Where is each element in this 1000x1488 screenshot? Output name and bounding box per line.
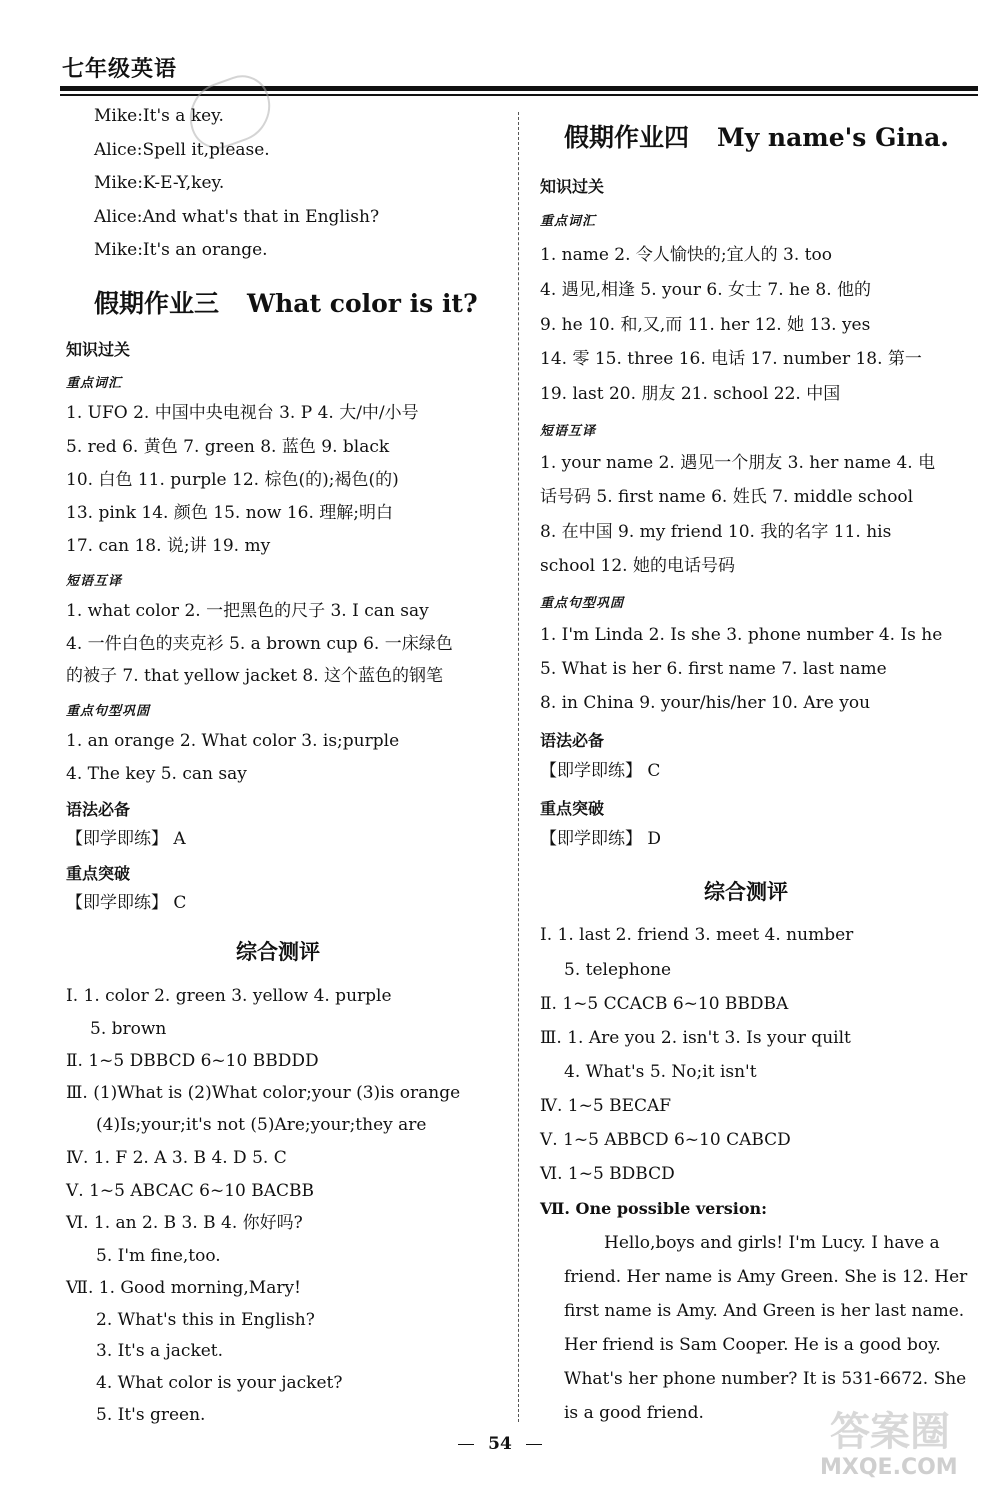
vocab-line: 1. UFO 2. 中国中央电视台 3. P 4. 大/中/小号 [66, 403, 419, 423]
test-line: Ⅶ. 1. Good morning,Mary! [66, 1278, 301, 1298]
subheading-phrases: 短语互译 [540, 424, 597, 439]
vocab-line: 5. red 6. 黄色 7. green 8. 蓝色 9. black [66, 437, 390, 457]
essay-line: is a good friend. [564, 1403, 704, 1423]
section-title-cn: 假期作业四 [564, 123, 690, 152]
phrase-line: 1. your name 2. 遇见一个朋友 3. her name 4. 电 [540, 453, 936, 473]
watermark-logo: 答案圈 [830, 1409, 950, 1455]
phrase-line: 1. what color 2. 一把黑色的尺子 3. I can say [66, 601, 429, 621]
vocab-line: 13. pink 14. 颜色 15. now 16. 理解;明白 [66, 503, 394, 523]
sentence-line: 4. The key 5. can say [66, 764, 247, 784]
subheading-knowledge: 知识过关 [540, 177, 605, 196]
essay-line: Hello,boys and girls! I'm Lucy. I have a [604, 1233, 940, 1253]
dialogue-line: Alice:And what's that in English? [94, 207, 380, 227]
essay-line: Her friend is Sam Cooper. He is a good boy. [564, 1335, 941, 1355]
vocab-line: 10. 白色 11. purple 12. 棕色(的);褐色(的) [66, 470, 399, 490]
subheading-vocab: 重点词汇 [540, 214, 597, 229]
test-line: 5. telephone [564, 960, 672, 980]
essay-label: Ⅶ. One possible version: [540, 1199, 768, 1218]
phrase-line: school 12. 她的电话号码 [540, 556, 735, 576]
test-title: 综合测评 [236, 940, 320, 964]
grammar-answer: 【即学即练】 C [540, 761, 661, 781]
sentence-line: 1. an orange 2. What color 3. is;purple [66, 731, 400, 751]
section-title [564, 118, 949, 154]
page-number: 54 [468, 1434, 532, 1454]
phrase-line: 8. 在中国 9. my friend 10. 我的名字 11. his [540, 522, 892, 542]
dialogue-line: Mike:It's an orange. [94, 240, 268, 260]
subheading-vocab: 重点词汇 [66, 376, 123, 391]
dialogue-line: Alice:Spell it,please. [94, 140, 270, 160]
test-line: Ⅲ. (1)What is (2)What color;your (3)is orange [66, 1083, 461, 1103]
test-line: 4. What color is your jacket? [96, 1373, 343, 1393]
test-line: Ⅲ. 1. Are you 2. isn't 3. Is your quilt [540, 1028, 851, 1048]
vocab-line: 17. can 18. 说;讲 19. my [66, 536, 271, 556]
subheading-breakthrough: 重点突破 [540, 799, 605, 818]
test-line: 2. What's this in English? [96, 1310, 315, 1330]
subheading-breakthrough: 重点突破 [66, 864, 131, 883]
section-title [94, 284, 478, 320]
phrase-line: 话号码 5. first name 6. 姓氏 7. middle school [540, 487, 914, 507]
test-line: (4)Is;your;it's not (5)Are;your;they are [96, 1115, 427, 1135]
sentence-line: 5. What is her 6. first name 7. last name [540, 659, 887, 679]
test-line: Ⅴ. 1~5 ABCAC 6~10 BACBB [66, 1181, 315, 1201]
subheading-grammar: 语法必备 [540, 731, 605, 750]
test-line: Ⅰ. 1. last 2. friend 3. meet 4. number [540, 925, 854, 945]
test-line: Ⅵ. 1. an 2. B 3. B 4. 你好吗? [66, 1213, 303, 1233]
essay-line: friend. Her name is Amy Green. She is 12. Her [564, 1267, 968, 1287]
dialogue-line: Mike:K-E-Y,key. [94, 173, 225, 193]
test-line: 5. It's green. [96, 1405, 206, 1425]
subheading-sentences: 重点句型巩固 [66, 704, 151, 719]
test-title: 综合测评 [704, 880, 788, 904]
header-rule [60, 86, 978, 91]
essay-line: What's her phone number? It is 531-6672. She [564, 1369, 967, 1389]
vocab-line: 19. last 20. 朋友 21. school 22. 中国 [540, 384, 841, 404]
test-line: Ⅱ. 1~5 DBBCD 6~10 BBDDD [66, 1051, 319, 1071]
column-divider [518, 112, 519, 1422]
section-title-cn: 假期作业三 [94, 289, 220, 318]
vocab-line: 9. he 10. 和,又,而 11. her 12. 她 13. yes [540, 315, 871, 335]
test-line: Ⅳ. 1. F 2. A 3. B 4. D 5. C [66, 1148, 287, 1168]
breakthrough-answer: 【即学即练】 C [66, 893, 187, 913]
breakthrough-answer: 【即学即练】 D [540, 829, 662, 849]
test-line: Ⅴ. 1~5 ABBCD 6~10 CABCD [540, 1130, 791, 1150]
phrase-line: 4. 一件白色的夹克衫 5. a brown cup 6. 一床绿色 [66, 634, 453, 654]
section-title-en: What color is it? [247, 289, 478, 318]
test-line: 3. It's a jacket. [96, 1341, 224, 1361]
grammar-answer: 【即学即练】 A [66, 829, 186, 849]
phrase-line: 的被子 7. that yellow jacket 8. 这个蓝色的钢笔 [66, 666, 444, 686]
essay-line: first name is Amy. And Green is her last name. [564, 1301, 965, 1321]
sentence-line: 8. in China 9. your/his/her 10. Are you [540, 693, 871, 713]
book-title: 七年级英语 [62, 57, 178, 82]
test-line: 5. I'm fine,too. [96, 1246, 221, 1266]
subheading-knowledge: 知识过关 [66, 340, 131, 359]
vocab-line: 14. 零 15. three 16. 电话 17. number 18. 第一 [540, 349, 922, 369]
sentence-line: 1. I'm Linda 2. Is she 3. phone number 4. Is he [540, 625, 943, 645]
subheading-grammar: 语法必备 [66, 800, 131, 819]
dialogue-line: Mike:It's a key. [94, 106, 224, 126]
vocab-line: 1. name 2. 令人愉快的;宜人的 3. too [540, 245, 832, 265]
watermark-url: MXQE.COM [820, 1455, 958, 1480]
subheading-phrases: 短语互译 [66, 574, 123, 589]
test-line: Ⅰ. 1. color 2. green 3. yellow 4. purple [66, 986, 392, 1006]
vocab-line: 4. 遇见,相逢 5. your 6. 女士 7. he 8. 他的 [540, 280, 872, 300]
test-line: Ⅱ. 1~5 CCACB 6~10 BBDBA [540, 994, 789, 1014]
test-line: Ⅳ. 1~5 BECAF [540, 1096, 672, 1116]
test-line: Ⅵ. 1~5 BDBCD [540, 1164, 675, 1184]
subheading-sentences: 重点句型巩固 [540, 596, 625, 611]
test-line: 4. What's 5. No;it isn't [564, 1062, 757, 1082]
test-line: 5. brown [90, 1019, 167, 1039]
section-title-en: My name's Gina. [717, 123, 950, 152]
